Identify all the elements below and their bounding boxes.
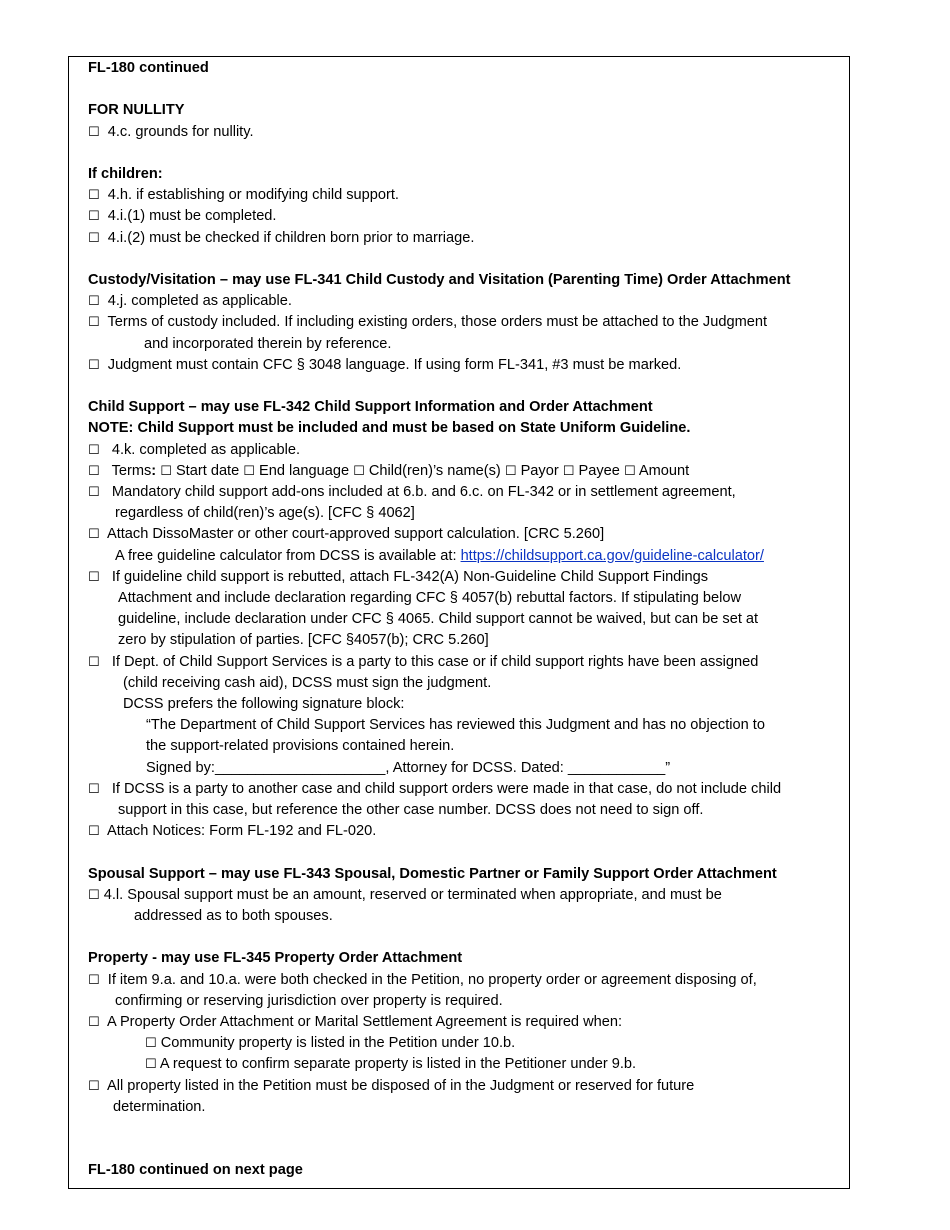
checklist-item-continuation: and incorporated therein by reference. (144, 335, 392, 352)
signature-block-text: the support-related provisions contained herein. (146, 738, 455, 755)
checkbox[interactable]: ☐ (88, 124, 100, 140)
checklist-item: ☐ 4.i.(1) must be completed. (88, 208, 277, 225)
checklist-item: ☐ If DCSS is a party to another case and child support orders were made in that case, do not include child (88, 780, 782, 797)
checklist-item-continuation: (child receiving cash aid), DCSS must sign the judgment. (123, 674, 492, 691)
checklist-item-continuation: A free guideline calculator from DCSS is available at: https://childsupport.ca.gov/guideline-calculator/ (115, 547, 764, 564)
checkbox[interactable]: ☐ (88, 357, 100, 373)
terms-option: Child(ren)’s name(s) (368, 462, 501, 479)
checklist-item-continuation: confirming or reserving jurisdiction over property is required. (115, 992, 503, 1009)
checkbox[interactable]: ☐ (88, 1015, 100, 1031)
checkbox[interactable]: ☐ (160, 463, 172, 479)
checkbox[interactable]: ☐ (88, 188, 100, 204)
checkbox[interactable]: ☐ (145, 1057, 157, 1073)
checkbox[interactable]: ☐ (504, 463, 517, 479)
checklist-subitem: ☐ A request to confirm separate property is listed in the Petitioner under 9.b. (145, 1056, 637, 1073)
checklist-item: ☐ 4.h. if establishing or modifying child support. (88, 187, 399, 204)
checklist-item-continuation: zero by stipulation of parties. [CFC §4057(b); CRC 5.260] (118, 632, 489, 649)
checkbox[interactable]: ☐ (88, 972, 100, 988)
checklist-item-continuation: Attachment and include declaration regarding CFC § 4057(b) rebuttal factors. If stipulating below (118, 590, 742, 607)
checklist-item-continuation: determination. (113, 1098, 206, 1115)
spousal-support-heading: Spousal Support – may use FL-343 Spousal, Domestic Partner or Family Support Order Attachment (88, 865, 777, 882)
property-heading: Property - may use FL-345 Property Order Attachment (88, 950, 463, 967)
checklist-subitem: ☐ Community property is listed in the Petition under 10.b. (145, 1035, 516, 1052)
checklist-item: ☐ 4.k. completed as applicable. (88, 441, 301, 458)
checkbox[interactable]: ☐ (562, 463, 575, 479)
checklist-item: ☐ Attach Notices: Form FL-192 and FL-020. (88, 823, 377, 840)
checklist-item: ☐ If Dept. of Child Support Services is a party to this case or if child support rights have been assigned (88, 653, 759, 670)
checklist-item: ☐ If guideline child support is rebutted, attach FL-342(A) Non-Guideline Child Support Findings (88, 568, 709, 585)
checklist-item: ☐ Mandatory child support add-ons included at 6.b. and 6.c. on FL-342 or in settlement agreement, (88, 484, 736, 500)
checkbox[interactable]: ☐ (88, 654, 100, 670)
checklist-item-continuation: regardless of child(ren)’s age(s). [CFC § 4062] (115, 505, 415, 522)
checkbox[interactable]: ☐ (88, 230, 100, 246)
page-footer: FL-180 continued on next page (88, 1162, 303, 1179)
checkbox[interactable]: ☐ (88, 569, 100, 585)
nullity-heading: FOR NULLITY (88, 102, 185, 119)
checklist-item: ☐ 4.l. Spousal support must be an amount, reserved or terminated when appropriate, and must be (88, 886, 722, 903)
terms-option: Start date (175, 462, 240, 479)
checkbox[interactable]: ☐ (145, 1036, 157, 1052)
checklist-item: ☐ All property listed in the Petition must be disposed of in the Judgment or reserved for future (88, 1077, 695, 1094)
signature-block-signed: Signed by:_____________________, Attorney for DCSS. Dated: ____________” (146, 759, 671, 776)
terms-item: ☐ Terms: ☐ Start date ☐ End language ☐ Child(ren)’s name(s) ☐ Payor ☐ Payee ☐ Amount (88, 462, 690, 479)
checkbox[interactable]: ☐ (88, 887, 100, 903)
checklist-item: ☐ Judgment must contain CFC § 3048 language. If using form FL-341, #3 must be marked. (88, 356, 682, 373)
page-header: FL-180 continued (88, 60, 209, 76)
checklist-item-continuation: addressed as to both spouses. (134, 908, 333, 925)
children-heading: If children: (88, 165, 163, 182)
checklist-item: ☐ 4.j. completed as applicable. (88, 293, 292, 310)
terms-option: Amount (638, 462, 690, 479)
checklist-item: ☐ Attach DissoMaster or other court-approved support calculation. [CRC 5.260] (88, 526, 605, 543)
signature-block-text: “The Department of Child Support Services has reviewed this Judgment and has no objection to (146, 717, 765, 734)
checkbox[interactable]: ☐ (243, 463, 255, 479)
checkbox[interactable]: ☐ (88, 527, 100, 543)
checkbox[interactable]: ☐ (88, 442, 100, 458)
child-support-note: NOTE: Child Support must be included and must be based on State Uniform Guideline. (88, 420, 691, 437)
checkbox[interactable]: ☐ (88, 463, 100, 479)
checkbox[interactable]: ☐ (88, 294, 100, 310)
custody-heading: Custody/Visitation – may use FL-341 Child Custody and Visitation (Parenting Time) Order Attachment (88, 271, 791, 288)
document-body (88, 58, 838, 1182)
checkbox[interactable]: ☐ (88, 485, 100, 500)
checklist-item: ☐ 4.c. grounds for nullity. (88, 123, 254, 140)
checkbox[interactable]: ☐ (88, 315, 100, 331)
child-support-heading: Child Support – may use FL-342 Child Support Information and Order Attachment (88, 399, 653, 416)
checklist-item: ☐ Terms of custody included. If including existing orders, those orders must be attached to the Judgment (88, 314, 768, 331)
terms-option: Payor (520, 462, 559, 479)
terms-option: Payee (578, 462, 620, 479)
guideline-calculator-link[interactable]: https://childsupport.ca.gov/guideline-calculator/ (460, 547, 764, 564)
checklist-item-continuation: DCSS prefers the following signature block: (123, 696, 405, 713)
checklist-item: ☐ 4.i.(2) must be checked if children born prior to marriage. (88, 229, 475, 246)
terms-option: End language (259, 462, 350, 479)
checklist-item: ☐ A Property Order Attachment or Marital Settlement Agreement is required when: (88, 1014, 623, 1031)
checkbox[interactable]: ☐ (88, 209, 100, 225)
checkbox[interactable]: ☐ (623, 463, 636, 479)
checkbox[interactable]: ☐ (353, 463, 365, 479)
checklist-item-continuation: guideline, include declaration under CFC § 4065. Child support cannot be waived, but can be set at (118, 611, 759, 628)
checklist-item: ☐ If item 9.a. and 10.a. were both checked in the Petition, no property order or agreement disposing of, (88, 971, 757, 988)
checkbox[interactable]: ☐ (88, 781, 100, 797)
checklist-item-continuation: support in this case, but reference the other case number. DCSS does not need to sign off. (118, 802, 704, 819)
checkbox[interactable]: ☐ (88, 824, 100, 840)
checkbox[interactable]: ☐ (88, 1078, 100, 1094)
